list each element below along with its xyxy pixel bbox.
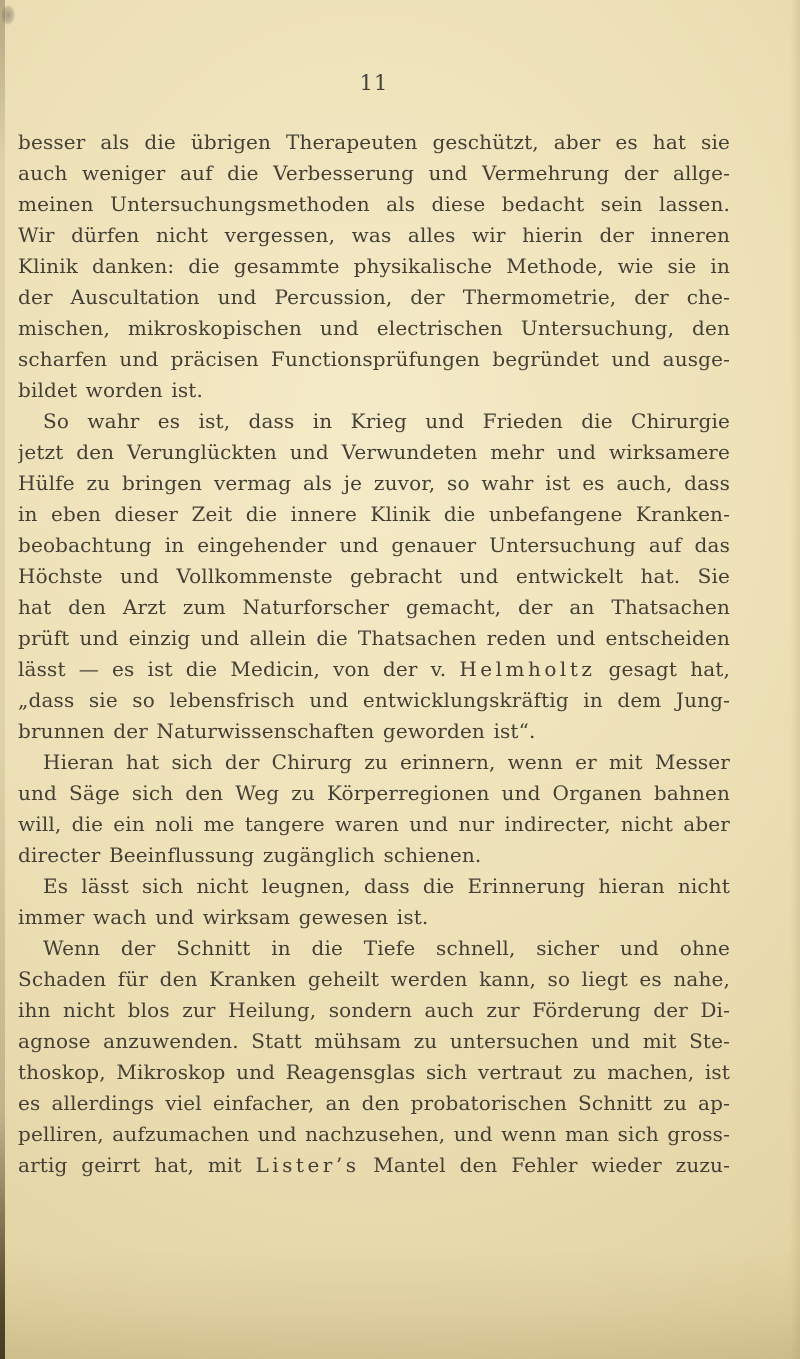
text-line-p2-l8: prüft und einzig und allein die Thatsachen reden und entscheiden [18, 626, 730, 650]
text-line-p2-l3: Hülfe zu bringen vermag als je zuvor, so wahr ist es auch, dass [18, 471, 730, 495]
text-line-p1-l6: der Auscultation und Percussion, der Thermometrie, der che- [18, 285, 730, 309]
text-line-p5-l4: agnose anzuwenden. Statt mühsam zu untersuchen und mit Ste- [18, 1029, 730, 1053]
text-line-p4-l2: immer wach und wirksam gewesen ist. [18, 905, 429, 929]
text-line-p5-l7: pelliren, aufzumachen und nachzusehen, und wenn man sich gross- [18, 1122, 730, 1146]
text-line-p5-l2: Schaden für den Kranken geheilt werden kann, so liegt es nahe, [18, 967, 730, 991]
scan-left-book-edge [0, 0, 5, 1359]
text-line-p1-l3: meinen Untersuchungsmethoden als diese bedacht sein lassen. [18, 192, 730, 216]
text-line-p5-l1: Wenn der Schnitt in die Tiefe schnell, sicher und ohne [43, 936, 730, 960]
text-line-p1-l4: Wir dürfen nicht vergessen, was alles wir hierin der inneren [18, 223, 730, 247]
text-line-p2-l10: „dass sie so lebensfrisch und entwicklungskräftig in dem Jung- [18, 688, 730, 712]
text-line-p5-l3: ihn nicht blos zur Heilung, sondern auch zur Förderung der Di- [18, 998, 730, 1022]
text-line-p3-l3: will, die ein noli me tangere waren und nur indirecter, nicht aber [18, 812, 730, 836]
text-line-p2-l2: jetzt den Verunglückten und Verwundeten mehr und wirksamere [18, 440, 730, 464]
letter-spaced-name: Lister’s [255, 1153, 360, 1177]
text-line-p2-l9: lässt — es ist die Medicin, von der v. Helmholtz gesagt hat, [18, 657, 730, 681]
text-line-p5-l8: artig geirrt hat, mit Lister’s Mantel den Fehler wieder zuzu- [18, 1153, 730, 1177]
text-line-p5-l6: es allerdings viel einfacher, an den probatorischen Schnitt zu ap- [18, 1091, 730, 1115]
text-line-p1-l8: scharfen und präcisen Functionsprüfungen begründet und ausge- [18, 347, 730, 371]
text-line-p2-l11: brunnen der Naturwissenschaften geworden ist“. [18, 719, 536, 743]
text-line-p2-l4: in eben dieser Zeit die innere Klinik die unbefangene Kranken- [18, 502, 730, 526]
text-line-p4-l1: Es lässt sich nicht leugnen, dass die Erinnerung hieran nicht [43, 874, 730, 898]
scan-right-edge-shadow [790, 0, 800, 1359]
body-text-block [18, 127, 730, 1181]
letter-spaced-name: Helmholtz [459, 657, 596, 681]
text-line-p2-l1: So wahr es ist, dass in Krieg und Frieden die Chirurgie [43, 409, 730, 433]
text-line-p2-l6: Höchste und Vollkommenste gebracht und entwickelt hat. Sie [18, 564, 730, 588]
text-line-p3-l2: und Säge sich den Weg zu Körperregionen und Organen bahnen [18, 781, 730, 805]
text-line-p1-l7: mischen, mikroskopischen und electrischen Untersuchung, den [18, 316, 730, 340]
text-line-p5-l5: thoskop, Mikroskop und Reagensglas sich vertraut zu machen, ist [18, 1060, 730, 1084]
text-line-p2-l5: beobachtung in eingehender und genauer Untersuchung auf das [18, 533, 730, 557]
scan-smudge-artifact [1, 5, 15, 25]
text-line-p1-l2: auch weniger auf die Verbesserung und Vermehrung der allge- [18, 161, 730, 185]
text-line-p3-l1: Hieran hat sich der Chirurg zu erinnern, wenn er mit Messer [43, 750, 730, 774]
text-line-p1-l1: besser als die übrigen Therapeuten geschützt, aber es hat sie [18, 130, 730, 154]
scan-bottom-shadow [0, 1249, 800, 1359]
page-number: 11 [359, 71, 389, 95]
text-line-p1-l5: Klinik danken: die gesammte physikalische Methode, wie sie in [18, 254, 730, 278]
text-line-p2-l7: hat den Arzt zum Naturforscher gemacht, der an Thatsachen [18, 595, 730, 619]
text-line-p1-l9: bildet worden ist. [18, 378, 203, 402]
text-line-p3-l4: directer Beeinflussung zugänglich schienen. [18, 843, 482, 867]
